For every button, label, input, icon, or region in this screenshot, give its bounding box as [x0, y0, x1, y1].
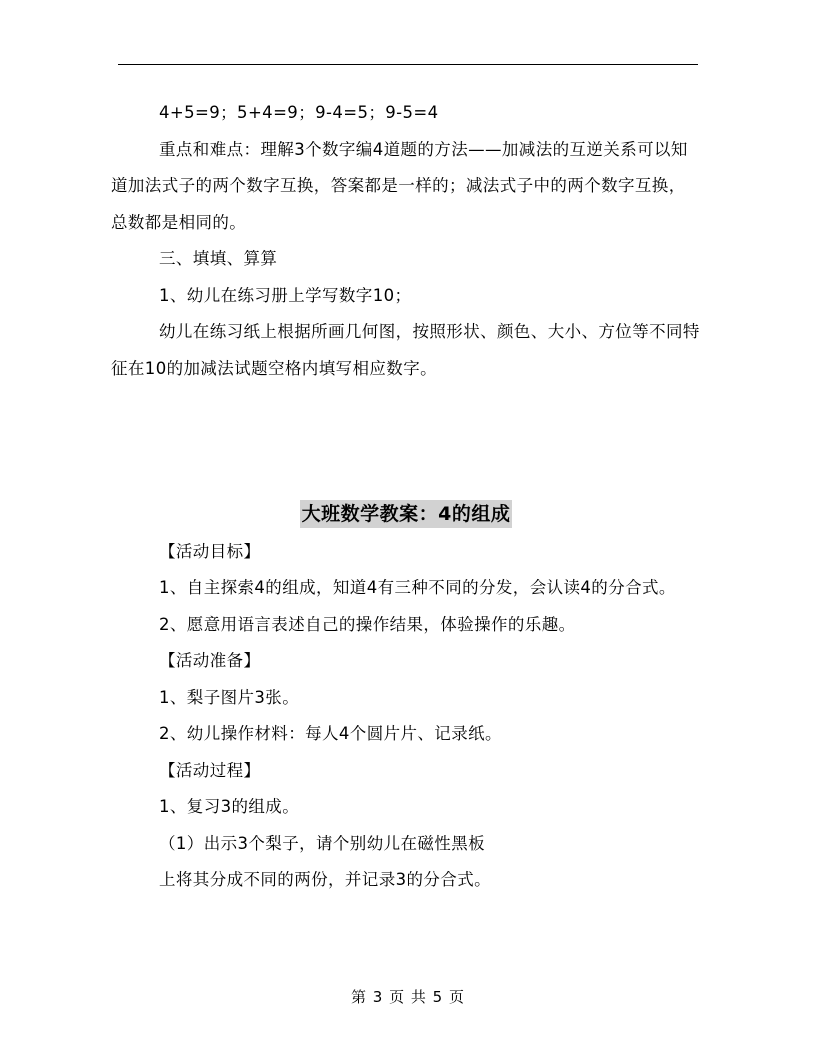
key-points-paragraph: 重点和难点：理解3个数字编4道题的方法——加减法的互逆关系可以知道加法式子的两个数字互换，答案都是一样的；减法式子中的两个数字互换，总数都是相同的。	[111, 139, 688, 232]
lesson-title-row	[111, 497, 701, 534]
process-header: 【活动过程】	[159, 760, 261, 780]
goal-item-2: 2、愿意用语言表述自己的操作结果，体验操作的乐趣。	[159, 614, 576, 634]
lesson-title: 大班数学教案：4的组成	[300, 500, 513, 528]
process-item-1b: 上将其分成不同的两份，并记录3的分合式。	[159, 870, 491, 889]
prep-item-2: 2、幼儿操作材料：每人4个圆片片、记录纸。	[159, 724, 502, 743]
header-rule	[118, 64, 698, 65]
goal-item-1: 1、自主探索4的组成，知道4有三种不同的分发，会认读4的分合式。	[159, 578, 676, 597]
process-item-1: 1、复习3的组成。	[159, 797, 300, 816]
spacer	[111, 387, 701, 497]
prep-header: 【活动准备】	[159, 651, 261, 670]
section-heading-fill-calc: 三、填填、算算	[159, 249, 278, 268]
equation-line: 4+5=9；5+4=9；9-4=5；9-5=4	[159, 103, 439, 122]
worksheet-paragraph: 幼儿在练习纸上根据所画几何图，按照形状、颜色、大小、方位等不同特征在10的加减法试题空格内填写相应数字。	[111, 322, 700, 378]
prep-item-1: 1、梨子图片3张。	[159, 687, 300, 707]
page-number-footer: 第 3 页 共 5 页	[351, 988, 465, 1006]
list-item-write-ten: 1、幼儿在练习册上学写数字10；	[159, 285, 412, 305]
document-body	[111, 95, 701, 899]
process-item-1a: （1）出示3个梨子，请个别幼儿在磁性黑板	[159, 833, 485, 853]
goal-header: 【活动目标】	[159, 541, 261, 561]
